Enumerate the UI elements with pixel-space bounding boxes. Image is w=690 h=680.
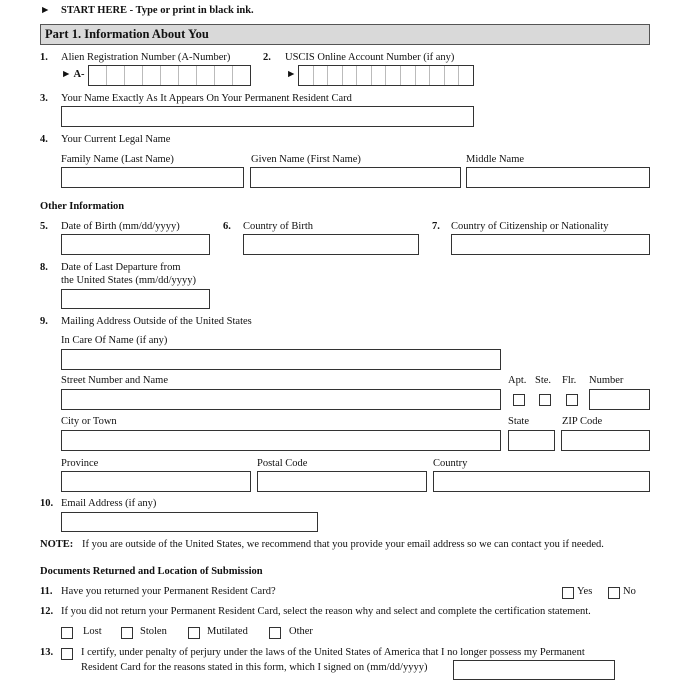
note-text: If you are outside of the United States, we recommend that you provide your email address so we can contact you if needed. (82, 539, 604, 550)
certify-checkbox[interactable] (61, 648, 73, 660)
other-checkbox[interactable] (269, 627, 281, 639)
in-care-of-field[interactable] (61, 349, 501, 370)
q11-yes-checkbox[interactable] (562, 587, 574, 599)
flr-label: Flr. (562, 375, 577, 386)
city-label: City or Town (61, 416, 117, 427)
mutilated-label: Mutilated (207, 626, 248, 637)
q11-number: 11. (40, 586, 53, 597)
part1-header: Part 1. Information About You (40, 24, 650, 45)
apt-label: Apt. (508, 375, 527, 386)
email-field[interactable] (61, 512, 318, 532)
q11-label: Have you returned your Permanent Resident Card? (61, 586, 276, 597)
q6-label: Country of Birth (243, 221, 313, 232)
last-departure-date-field[interactable] (61, 289, 210, 309)
q10-number: 10. (40, 498, 54, 509)
a-number-field[interactable] (88, 65, 251, 86)
province-field[interactable] (61, 471, 251, 492)
start-here-arrow-icon: ► (40, 5, 51, 16)
state-label: State (508, 416, 529, 427)
q8-number: 8. (40, 262, 48, 273)
q13-statement-line2: Resident Card for the reasons stated in this form, which I signed on (mm/dd/yyyy) (81, 662, 428, 673)
citizenship-field[interactable] (451, 234, 650, 255)
q13-statement-line1: I certify, under penalty of perjury under the laws of the United States of America that I no longer possess my Permanent (81, 647, 585, 658)
country-label: Country (433, 458, 468, 469)
q8-label-line1: Date of Last Departure from (61, 262, 181, 273)
postal-code-label: Postal Code (257, 458, 308, 469)
q11-no-checkbox[interactable] (608, 587, 620, 599)
q5-label: Date of Birth (mm/dd/yyyy) (61, 221, 180, 232)
q9-label: Mailing Address Outside of the United States (61, 316, 252, 327)
q6-number: 6. (223, 221, 231, 232)
q1-number: 1. (40, 52, 48, 63)
lost-checkbox[interactable] (61, 627, 73, 639)
apt-checkbox[interactable] (513, 394, 525, 406)
number-label: Number (589, 375, 624, 386)
q7-number: 7. (432, 221, 440, 232)
date-of-birth-field[interactable] (61, 234, 210, 255)
q8-label-line2: the United States (mm/dd/yyyy) (61, 275, 197, 286)
province-label: Province (61, 458, 99, 469)
country-field[interactable] (433, 471, 650, 492)
start-here-instruction: START HERE - Type or print in black ink. (61, 5, 254, 16)
middle-name-field[interactable] (466, 167, 650, 188)
note-label: NOTE: (40, 539, 74, 550)
q11-yes-label: Yes (577, 586, 593, 597)
q10-label: Email Address (if any) (61, 498, 157, 509)
q3-label: Your Name Exactly As It Appears On Your Permanent Resident Card (61, 93, 352, 104)
q1-a-prefix: ► A- (61, 69, 85, 80)
given-name-label: Given Name (First Name) (251, 154, 361, 165)
uscis-account-number-field[interactable] (298, 65, 474, 86)
family-name-label: Family Name (Last Name) (61, 154, 174, 165)
lost-label: Lost (83, 626, 102, 637)
city-field[interactable] (61, 430, 501, 451)
q2-label: USCIS Online Account Number (if any) (285, 52, 455, 63)
middle-name-label: Middle Name (466, 154, 525, 165)
in-care-of-label: In Care Of Name (if any) (61, 335, 168, 346)
q2-arrow-icon: ► (286, 69, 297, 80)
q13-number: 13. (40, 647, 54, 658)
postal-code-field[interactable] (257, 471, 427, 492)
family-name-field[interactable] (61, 167, 244, 188)
q4-number: 4. (40, 134, 48, 145)
unit-number-field[interactable] (589, 389, 650, 410)
other-information-heading: Other Information (40, 201, 125, 212)
documents-heading: Documents Returned and Location of Submission (40, 566, 263, 577)
q3-number: 3. (40, 93, 48, 104)
name-on-card-field[interactable] (61, 106, 474, 127)
zip-field[interactable] (561, 430, 650, 451)
other-label: Other (289, 626, 313, 637)
q2-number: 2. (263, 52, 271, 63)
q12-number: 12. (40, 606, 54, 617)
mutilated-checkbox[interactable] (188, 627, 200, 639)
signed-date-field[interactable] (453, 660, 615, 680)
q12-label: If you did not return your Permanent Resident Card, select the reason why and select and complete the certification statement. (61, 606, 591, 617)
stolen-label: Stolen (140, 626, 167, 637)
q5-number: 5. (40, 221, 48, 232)
ste-checkbox[interactable] (539, 394, 551, 406)
ste-label: Ste. (535, 375, 552, 386)
q11-no-label: No (623, 586, 636, 597)
stolen-checkbox[interactable] (121, 627, 133, 639)
state-field[interactable] (508, 430, 555, 451)
country-of-birth-field[interactable] (243, 234, 419, 255)
given-name-field[interactable] (250, 167, 461, 188)
zip-label: ZIP Code (562, 416, 603, 427)
flr-checkbox[interactable] (566, 394, 578, 406)
q9-number: 9. (40, 316, 48, 327)
street-label: Street Number and Name (61, 375, 169, 386)
q1-label: Alien Registration Number (A-Number) (61, 52, 231, 63)
q7-label: Country of Citizenship or Nationality (451, 221, 609, 232)
street-field[interactable] (61, 389, 501, 410)
q4-label: Your Current Legal Name (61, 134, 171, 145)
